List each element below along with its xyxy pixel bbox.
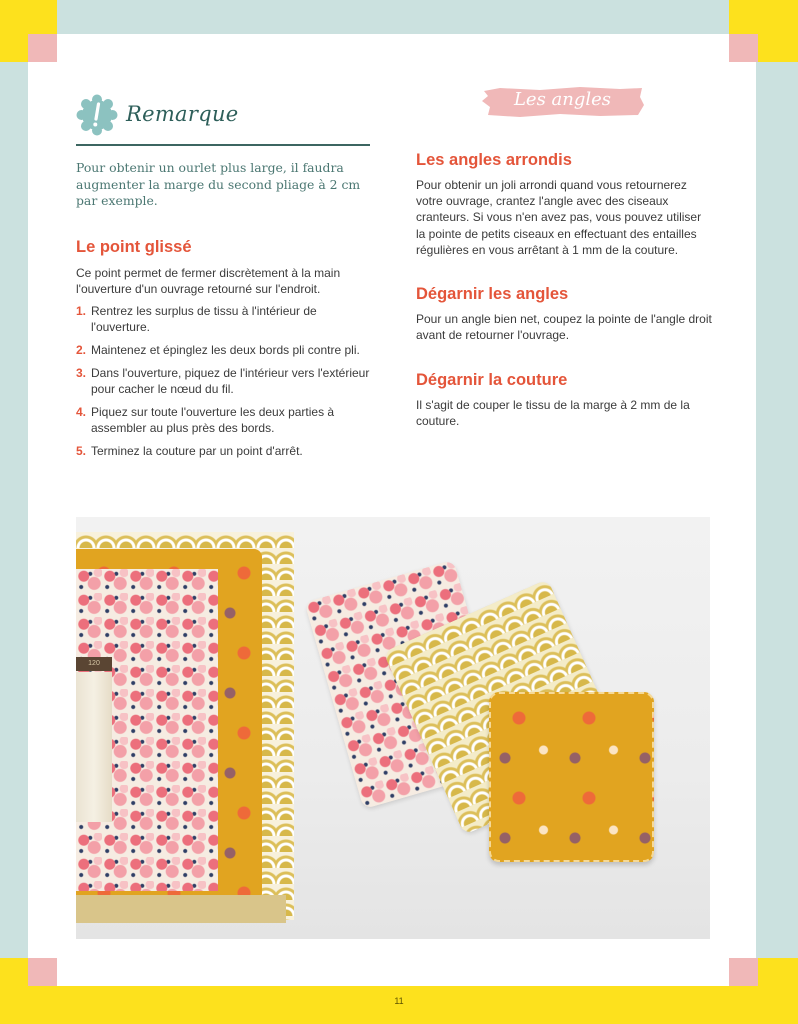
step-number: 2. — [76, 343, 87, 357]
corner-bottom-left-pink — [28, 958, 57, 986]
remarque-header — [76, 92, 370, 146]
step-item — [76, 404, 374, 436]
step-number: 4. — [76, 404, 87, 419]
step-number: 3. — [76, 365, 87, 380]
step-number: 1. — [76, 304, 87, 318]
step-item — [76, 342, 374, 358]
fabric-stack-edge — [76, 895, 286, 923]
step-item — [76, 303, 374, 335]
les-angles-label: Les angles — [513, 89, 612, 110]
fabric-coasters-photo — [76, 517, 710, 939]
remarque-title: Remarque — [126, 102, 239, 126]
remarque-divider — [76, 144, 370, 146]
coaster-mustard-floral — [489, 692, 654, 862]
corner-bottom-right-yellow — [756, 958, 798, 986]
step-text: Piquez sur toute l'ouverture les deux parties à assembler au plus près des bords. — [91, 404, 335, 435]
les-angles-banner — [480, 85, 645, 119]
degarnir-angles-text: Pour un angle bien net, coupez la pointe de l'angle droit avant de retourner l'ouvrage. — [416, 312, 712, 343]
angles-arrondis-text: Pour obtenir un joli arrondi quand vous retournerez votre ouvrage, crantez l'angle avec des ciseaux cranteurs. Si vous n'en avez pas, vous pouvez utiliser la pointe de petits ciseaux en effectuant des entailles régulières en vous arrêtant à 1 mm de la couture. — [416, 178, 702, 257]
step-number: 5. — [76, 443, 87, 458]
step-text: Terminez la couture par un point d'arrêt. — [91, 443, 303, 458]
remarque-text: Pour obtenir un ourlet plus large, il faudra augmenter la marge du second pliage à 2 cm par exemple. — [76, 160, 361, 208]
step-item — [76, 365, 374, 397]
page-number: 11 — [394, 996, 404, 1006]
section-title-point-glisse: Le point glissé — [76, 238, 192, 256]
point-glisse-intro: Ce point permet de fermer discrètement à la main l'ouverture d'un ouvrage retourné sur l'endroit. — [76, 266, 341, 297]
frame-right-band — [756, 62, 798, 958]
exclamation-badge-icon — [76, 94, 118, 136]
degarnir-couture-text: Il s'agit de couper le tissu de la marge à 2 mm de la couture. — [416, 398, 690, 429]
step-text: Rentrez les surplus de tissu à l'intérieur de l'ouverture. — [91, 304, 317, 335]
spool-label: 120 — [76, 657, 112, 671]
section-title-angles-arrondis: Les angles arrondis — [416, 151, 572, 169]
corner-top-right-pink — [729, 34, 758, 62]
corner-top-left-pink — [28, 34, 57, 62]
step-text: Dans l'ouverture, piquez de l'intérieur vers l'extérieur pour cacher le nœud du fil. — [91, 365, 370, 396]
point-glisse-steps — [76, 303, 374, 466]
thread-spool — [76, 672, 112, 822]
section-title-degarnir-angles: Dégarnir les angles — [416, 285, 569, 303]
step-item — [76, 443, 374, 459]
frame-top-band — [57, 0, 729, 34]
section-title-degarnir-couture: Dégarnir la couture — [416, 371, 568, 389]
frame-left-band — [0, 62, 28, 958]
corner-bottom-right-pink — [729, 958, 758, 986]
step-text: Maintenez et épinglez les deux bords pli contre pli. — [91, 343, 360, 357]
